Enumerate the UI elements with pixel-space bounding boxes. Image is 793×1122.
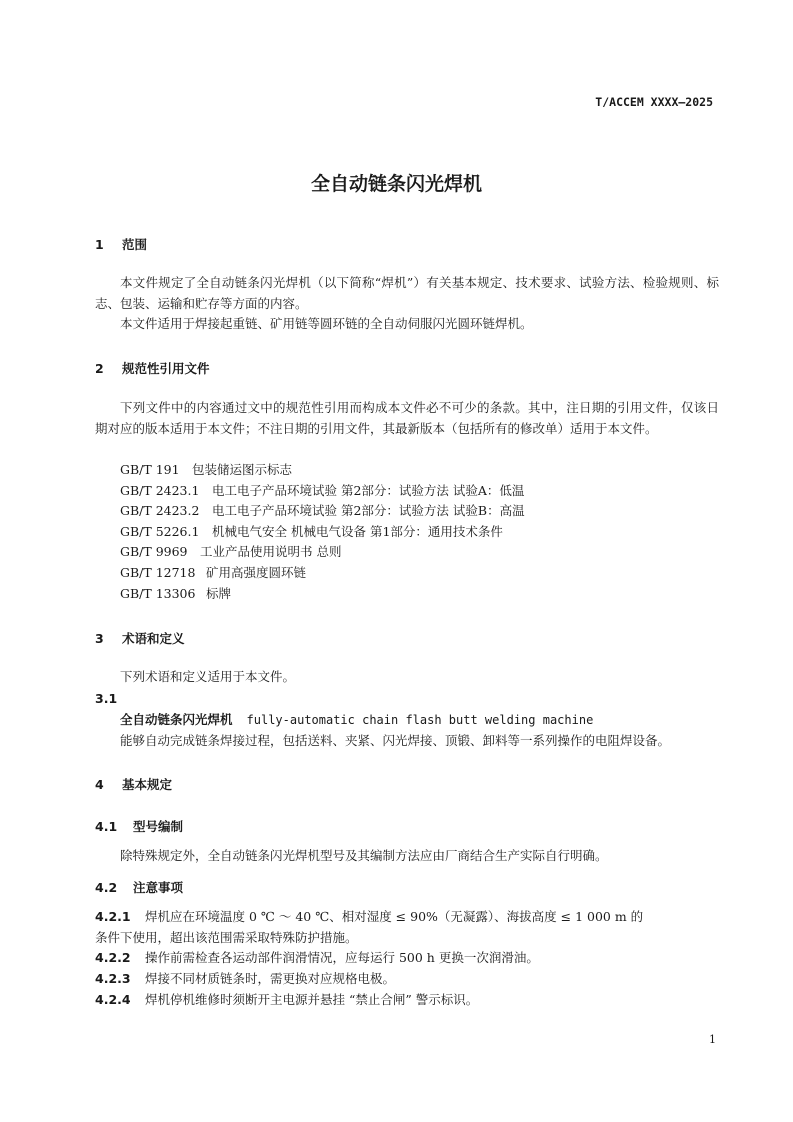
reference-item (120, 542, 341, 563)
page-number: 1 (709, 1033, 716, 1046)
reference-code: GB/T 9969 (120, 544, 188, 559)
section-2-number: 2 (95, 361, 104, 376)
reference-title: 机械电气安全 机械电气设备 第1部分：通用技术条件 (212, 524, 503, 539)
term-english: fully-automatic chain flash butt welding machine (246, 713, 594, 727)
reference-code: GB/T 191 (120, 462, 180, 477)
reference-code: GB/T 12718 (120, 565, 196, 580)
clause-number: 4.2.2 (95, 950, 131, 965)
section-1-paragraph-2: 本文件适用于焊接起重链、矿用链等圆环链的全自动伺服闪光圆环链焊机。 (120, 316, 533, 331)
section-1-heading (95, 235, 147, 253)
section-1-paragraph-1: 本文件规定了全自动链条闪光焊机（以下简称“焊机”）有关基本规定、技术要求、试验方法、检验规则、标志、包装、运输和贮存等方面的内容。 (95, 275, 719, 311)
reference-item (120, 522, 503, 543)
clause-4-2-3 (95, 969, 395, 990)
document-title: 全自动链条闪光焊机 (310, 173, 482, 195)
clause-4-2-2 (95, 948, 539, 969)
section-4-2-title: 注意事项 (133, 880, 184, 895)
standard-code: T/ACCEM XXXX—2025 (595, 95, 713, 109)
clause-number: 4.2.3 (95, 971, 131, 986)
reference-title: 矿用高强度圆环链 (206, 565, 307, 580)
section-3-heading (95, 629, 185, 647)
section-3-intro: 下列术语和定义适用于本文件。 (120, 669, 296, 684)
reference-code: GB/T 2423.2 (120, 503, 200, 518)
section-4-title: 基本规定 (122, 777, 173, 792)
term-definition: 能够自动完成链条焊接过程，包括送料、夹紧、闪光焊接、顶锻、卸料等一系列操作的电阻焊设备。 (120, 733, 671, 748)
clause-number: 4.2.1 (95, 909, 131, 924)
reference-code: GB/T 2423.1 (120, 483, 200, 498)
reference-item (120, 584, 231, 605)
section-1-title: 范围 (122, 237, 148, 252)
term-number: 3.1 (95, 691, 118, 706)
section-2-heading (95, 359, 210, 377)
clause-text: 焊机停机维修时须断开主电源并悬挂 “禁止合闸” 警示标识。 (145, 992, 479, 1007)
section-4-2-heading (95, 878, 183, 896)
section-4-number: 4 (95, 777, 104, 792)
reference-item (120, 501, 525, 522)
section-2-intro: 下列文件中的内容通过文中的规范性引用而构成本文件必不可少的条款。其中，注日期的引用文件，仅该日期对应的版本适用于本文件；不注日期的引用文件，其最新版本（包括所有的修改单）适用于本文件。 (95, 400, 719, 436)
clause-text: 操作前需检查各运动部件润滑情况，应每运行 500 h 更换一次润滑油。 (145, 950, 539, 965)
section-2-title: 规范性引用文件 (122, 361, 210, 376)
reference-title: 标牌 (206, 586, 232, 601)
clause-4-2-1 (95, 907, 643, 928)
reference-title: 工业产品使用说明书 总则 (200, 544, 342, 559)
reference-code: GB/T 5226.1 (120, 524, 200, 539)
term-heading (120, 710, 593, 731)
reference-title: 电工电子产品环境试验 第2部分：试验方法 试验A：低温 (212, 483, 525, 498)
reference-item (120, 563, 306, 584)
section-4-1-title: 型号编制 (133, 819, 184, 834)
section-1-number: 1 (95, 237, 104, 252)
reference-item (120, 481, 524, 502)
clause-4-2-1-continuation: 条件下使用，超出该范围需采取特殊防护措施。 (95, 930, 358, 945)
section-4-1-heading (95, 817, 183, 835)
clause-text: 焊接不同材质链条时，需更换对应规格电极。 (145, 971, 396, 986)
reference-item (120, 460, 292, 481)
clause-4-2-4 (95, 990, 478, 1011)
section-4-2-number: 4.2 (95, 880, 118, 895)
reference-title: 包装储运图示标志 (192, 462, 293, 477)
reference-code: GB/T 13306 (120, 586, 196, 601)
section-3-number: 3 (95, 631, 104, 646)
reference-title: 电工电子产品环境试验 第2部分：试验方法 试验B：高温 (212, 503, 525, 518)
term-chinese: 全自动链条闪光焊机 (120, 712, 233, 727)
section-3-title: 术语和定义 (122, 631, 185, 646)
clause-number: 4.2.4 (95, 992, 131, 1007)
section-4-1-number: 4.1 (95, 819, 118, 834)
clause-text: 焊机应在环境温度 0 ℃ ～ 40 ℃、相对湿度 ≤ 90%（无凝露）、海拔高度 ≤ 1 000 m 的 (145, 909, 644, 924)
section-4-heading (95, 775, 172, 793)
section-4-1-text: 除特殊规定外，全自动链条闪光焊机型号及其编制方法应由厂商结合生产实际自行明确。 (120, 848, 608, 863)
